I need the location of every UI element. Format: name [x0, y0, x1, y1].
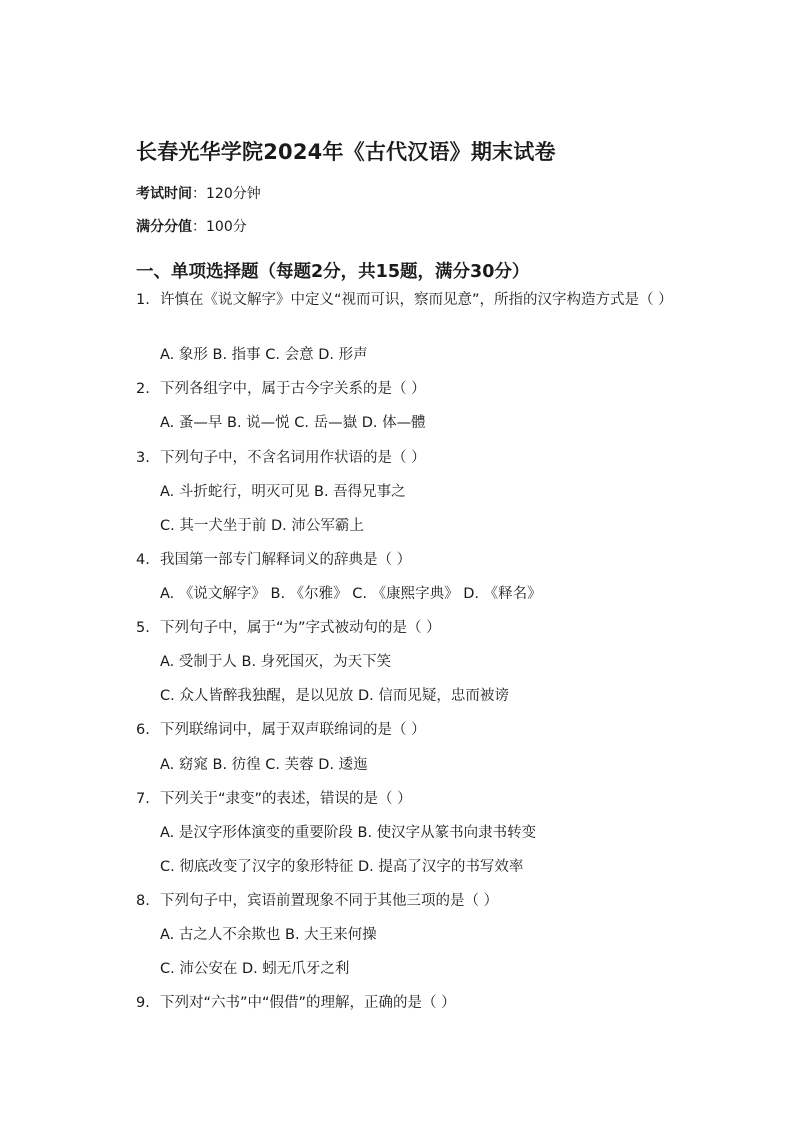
full-score-sep: ： — [192, 219, 206, 235]
question-text: 下列句子中，宾语前置现象不同于其他三项的是（ ） — [160, 893, 499, 909]
question-number: 9. — [136, 995, 150, 1011]
exam-time-sep: ： — [192, 186, 206, 202]
full-score-line — [136, 216, 247, 236]
question-number: 2. — [136, 381, 150, 397]
question-9 — [136, 991, 696, 1015]
exam-title: 长春光华学院2024年《古代汉语》期末试卷 — [136, 140, 556, 164]
full-score-value: 100分 — [206, 219, 247, 235]
question-text: 下列句子中，不含名词用作状语的是（ ） — [160, 450, 426, 466]
question-7 — [136, 787, 696, 811]
question-text: 下列对“六书”中“假借”的理解，正确的是（ ） — [160, 995, 456, 1011]
exam-time-value: 120分钟 — [206, 186, 261, 202]
question-3-options-line-1: A. 斗折蛇行，明灭可见 B. 吾得兄事之 — [160, 484, 406, 500]
question-number: 3. — [136, 450, 150, 466]
question-5-options-line-1: A. 受制于人 B. 身死国灭，为天下笑 — [160, 654, 392, 670]
question-text: 许慎在《说文解字》中定义“视而可识，察而见意”，所指的汉字构造方式是（ ） — [160, 292, 673, 308]
question-2-options: A. 蚤—早 B. 说—悦 C. 岳—嶽 D. 体—體 — [160, 415, 426, 431]
question-3-options-line-2: C. 其一犬坐于前 D. 沛公军霸上 — [160, 518, 364, 534]
question-7-options-line-2: C. 彻底改变了汉字的象形特征 D. 提高了汉字的书写效率 — [160, 859, 524, 875]
question-number: 1. — [136, 292, 150, 308]
question-5-options-line-2: C. 众人皆醉我独醒，是以见放 D. 信而见疑，忠而被谤 — [160, 688, 509, 704]
question-1 — [136, 288, 696, 312]
question-4 — [136, 548, 696, 572]
question-3 — [136, 446, 696, 470]
question-8-options-line-1: A. 古之人不余欺也 B. 大王来何操 — [160, 927, 377, 943]
question-2 — [136, 377, 696, 401]
question-4-options: A. 《说文解字》 B. 《尔雅》 C. 《康熙字典》 D. 《释名》 — [160, 586, 542, 602]
question-5 — [136, 616, 696, 640]
section-title: 一、单项选择题（每题2分，共15题，满分30分） — [136, 262, 530, 282]
question-text: 下列联绵词中，属于双声联绵词的是（ ） — [160, 722, 426, 738]
question-number: 4. — [136, 552, 150, 568]
question-7-options-line-1: A. 是汉字形体演变的重要阶段 B. 使汉字从篆书向隶书转变 — [160, 825, 537, 841]
question-8-options-line-2: C. 沛公安在 D. 蚓无爪牙之利 — [160, 961, 350, 977]
question-1-options: A. 象形 B. 指事 C. 会意 D. 形声 — [160, 347, 368, 363]
question-text: 我国第一部专门解释词义的辞典是（ ） — [160, 552, 412, 568]
question-number: 8. — [136, 893, 150, 909]
exam-time-label: 考试时间 — [136, 186, 192, 202]
question-6 — [136, 718, 696, 742]
question-text: 下列各组字中，属于古今字关系的是（ ） — [160, 381, 426, 397]
question-text: 下列句子中，属于“为”字式被动句的是（ ） — [160, 620, 441, 636]
question-number: 6. — [136, 722, 150, 738]
question-8 — [136, 889, 696, 913]
full-score-label: 满分分值 — [136, 219, 192, 235]
exam-time-line — [136, 183, 261, 203]
question-6-options: A. 窈窕 B. 彷徨 C. 芙蓉 D. 逶迤 — [160, 757, 368, 773]
question-text: 下列关于“隶变”的表述，错误的是（ ） — [160, 791, 412, 807]
question-number: 5. — [136, 620, 150, 636]
question-number: 7. — [136, 791, 150, 807]
